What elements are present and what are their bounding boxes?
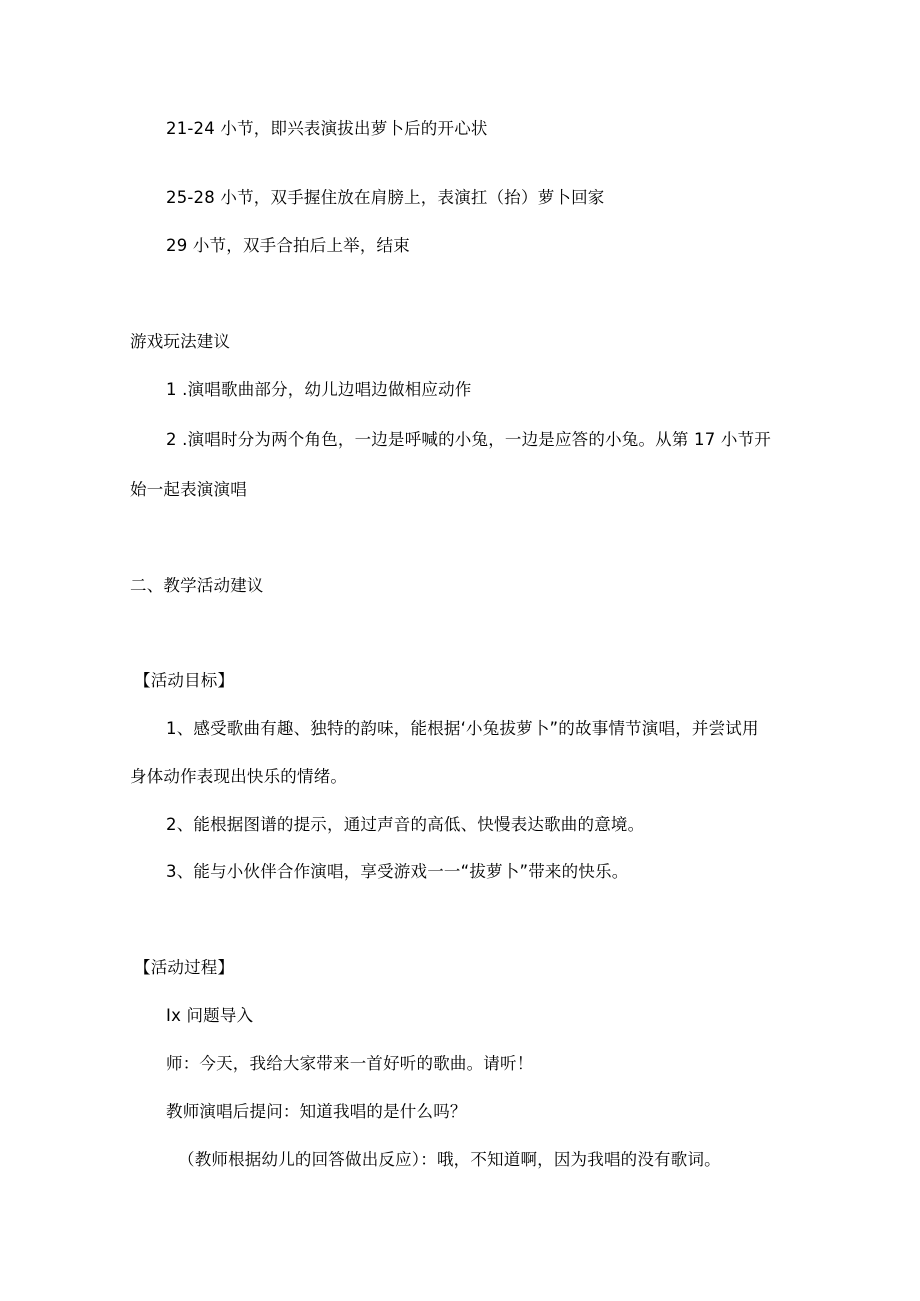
goal-item-2: 2、能根据图谱的提示，通过声音的高低、快慢表达歌曲的意境。: [166, 815, 645, 834]
list-item-2: 2 .演唱时分为两个角色，一边是呼喊的小兔，一边是应答的小兔。从第 17 小节开: [166, 430, 771, 449]
list-item-1: 1 .演唱歌曲部分，幼儿边唱边做相应动作: [166, 380, 472, 399]
process-step-1: Ix 问题导入: [166, 1006, 254, 1025]
goal-item-1: 1、感受歌曲有趣、独特的韵味，能根据‘小兔拔萝卜”的故事情节演唱，并尝试用: [166, 719, 759, 738]
process-teacher-line: 师：今天，我给大家带来一首好听的歌曲。请听！: [166, 1054, 534, 1073]
goal-item-1-continuation: 身体动作表现出快乐的情绪。: [130, 767, 348, 786]
section-heading-teaching-suggestions: 二、教学活动建议: [130, 576, 264, 595]
text-line-bar-29: 29 小节，双手合拍后上举，结束: [166, 236, 410, 255]
text-line-bars-25-28: 25-28 小节，双手握住放在肩膀上，表演扛（抬）萝卜回家: [166, 188, 605, 207]
text-line-bars-21-24: 21-24 小节，即兴表演拔出萝卜后的开心状: [166, 119, 488, 138]
list-item-2-continuation: 始一起表演演唱: [130, 480, 247, 499]
subheading-activity-goals: 【活动目标】: [134, 671, 235, 690]
section-heading-game-suggestions: 游戏玩法建议: [130, 332, 231, 351]
goal-item-3: 3、能与小伙伴合作演唱，享受游戏一一“拔萝卜”带来的快乐。: [166, 862, 629, 881]
process-question-line: 教师演唱后提问：知道我唱的是什么吗？: [166, 1102, 467, 1121]
subheading-activity-process: 【活动过程】: [134, 958, 235, 977]
process-response-line: （教师根据幼儿的回答做出反应）：哦，不知道啊，因为我唱的没有歌词。: [178, 1150, 721, 1169]
